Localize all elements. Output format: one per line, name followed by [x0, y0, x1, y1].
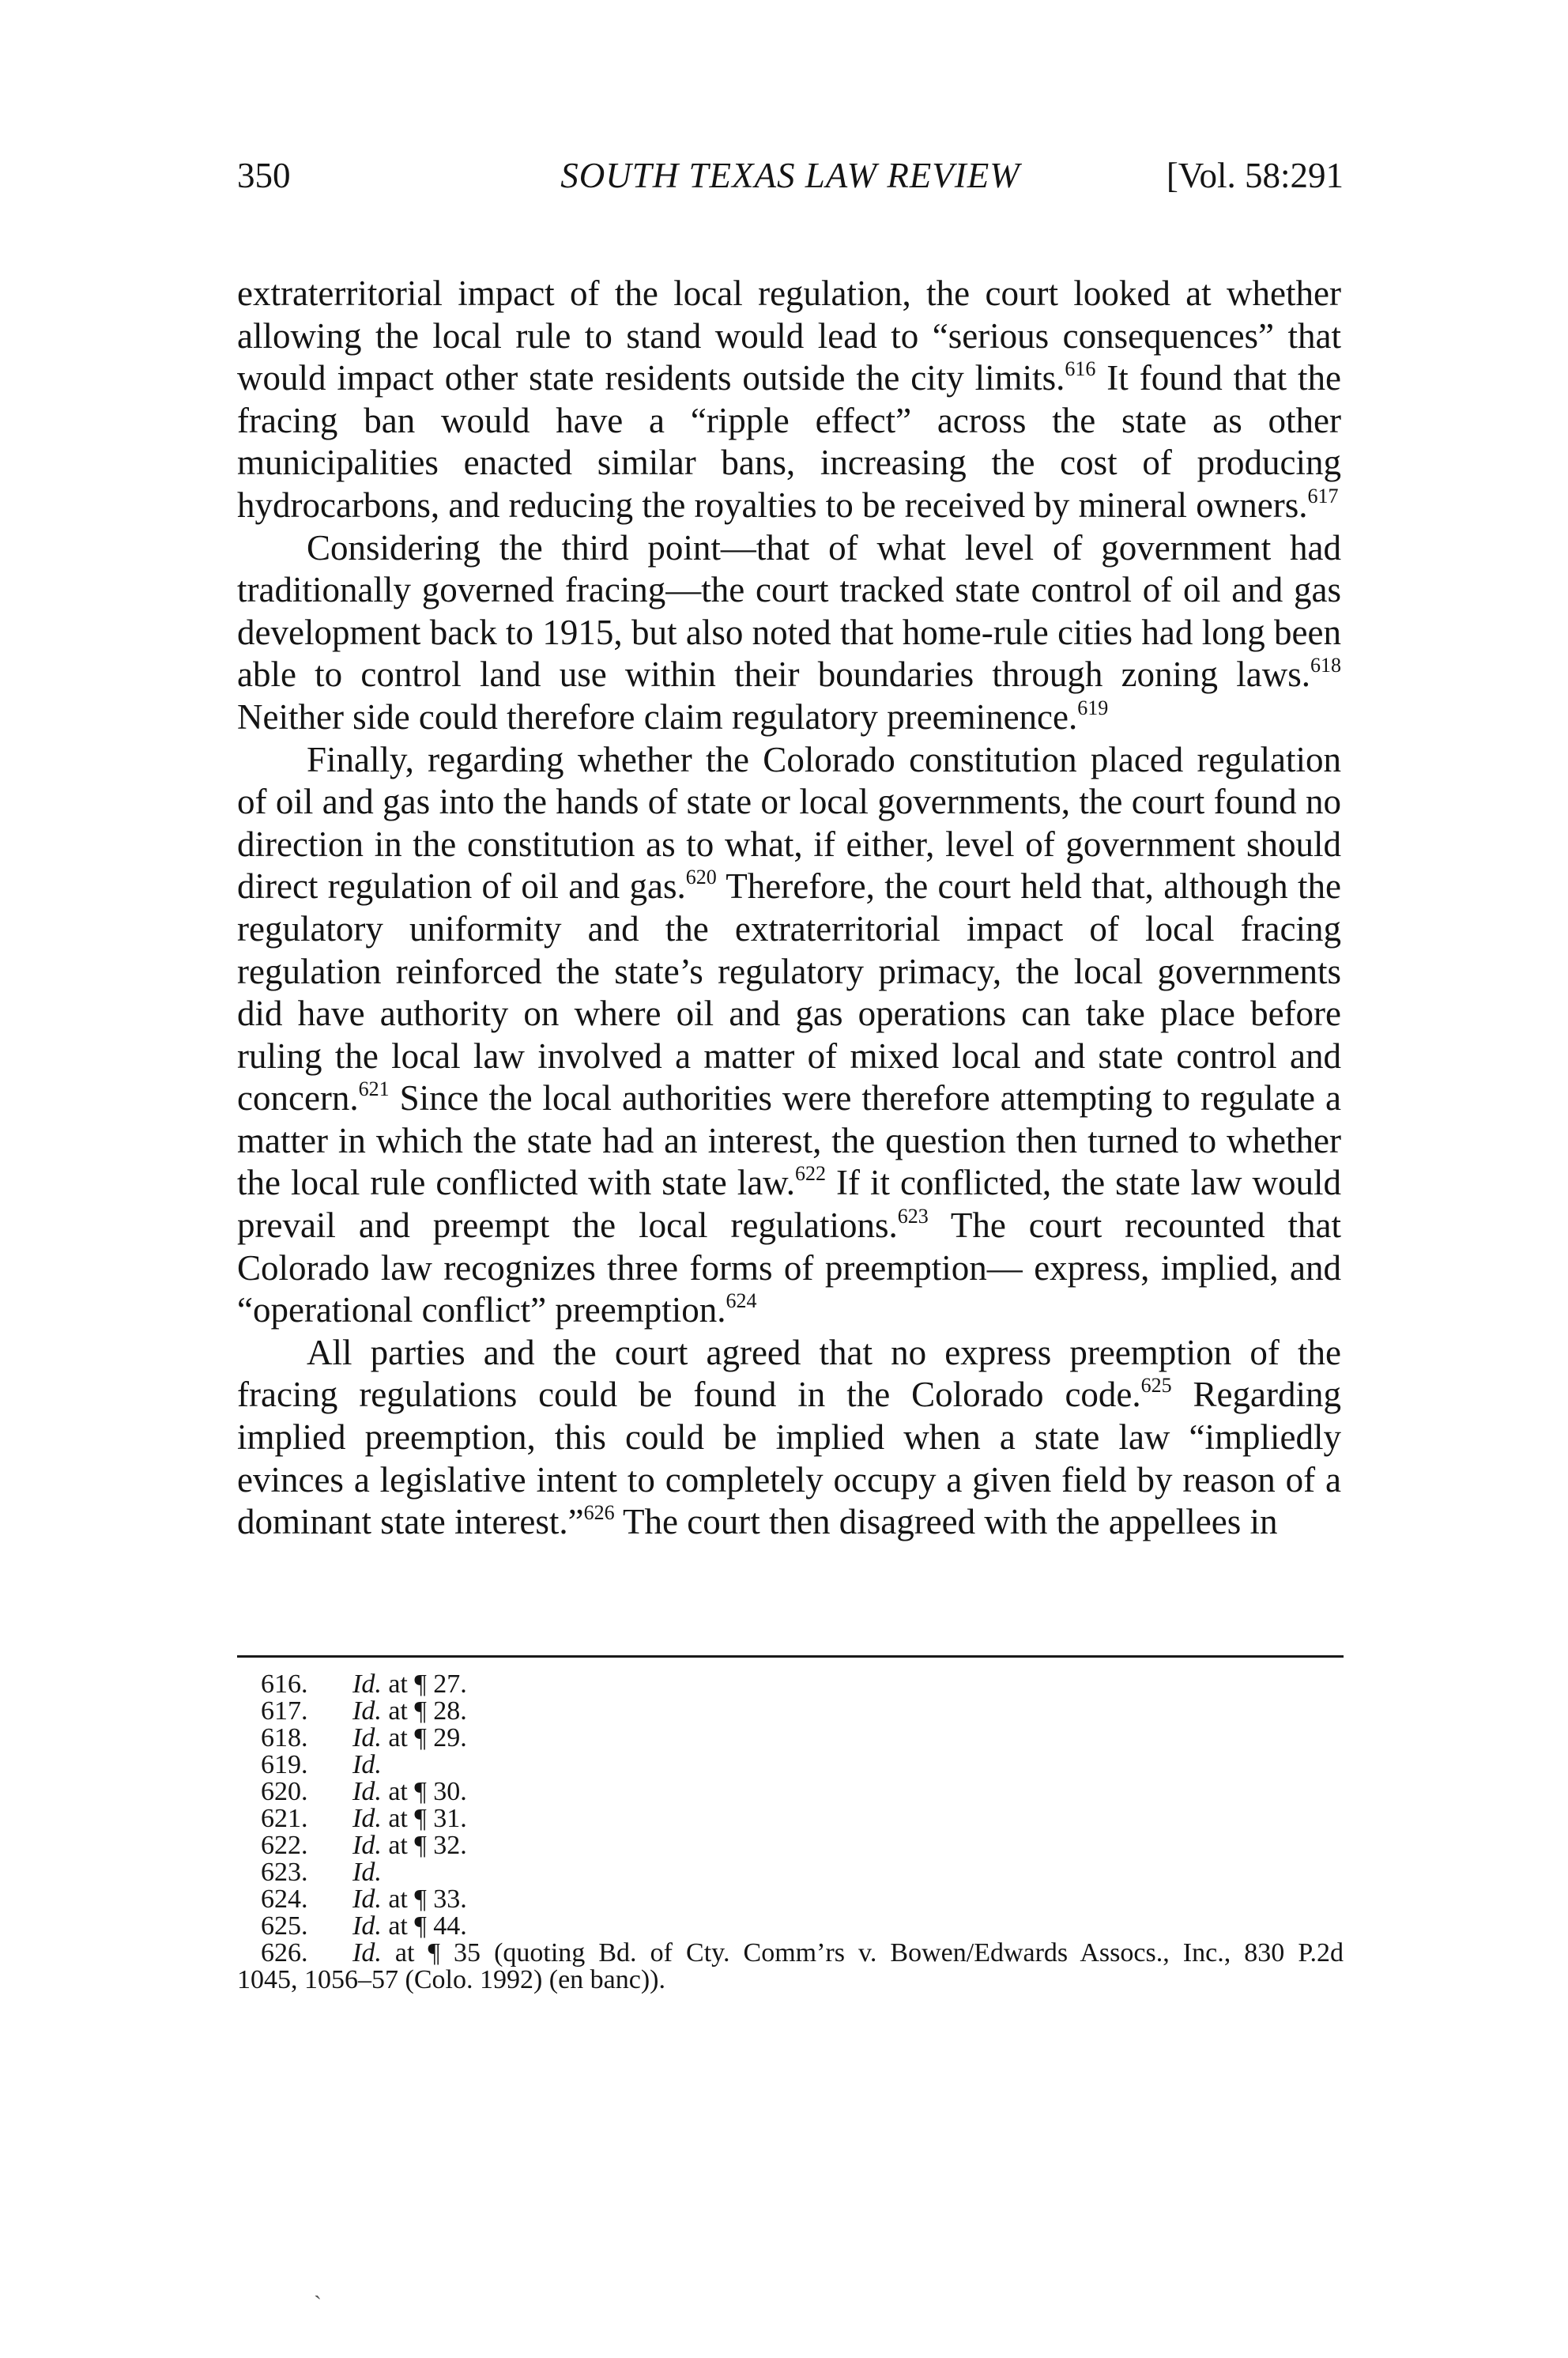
paragraph-4: All parties and the court agreed that no express preemption of the fracing regulations could be found in the Colorado code.$^{625}$ Regarding implied preemption, this could be implied when a state law “impliedly evinces a legislative intent to completely occupy a given field by reason of a dominant state interest.”$^{626}$ The court then disagreed with the appellees in	[237, 1332, 1341, 1542]
footnote-623: 623. Id.	[261, 1858, 382, 1887]
footnote-622: 622. Id. at ¶ 32.	[261, 1831, 467, 1860]
footnote-divider	[237, 1655, 1344, 1658]
paragraph-2: Considering the third point—that of what level of government had traditionally governed fracing—the court tracked state control of oil and gas development back to 1915, but also noted that home-rule cities had long been able to control land use within their boundaries through zoning laws.$^{618}$ Neither side could therefore claim regulatory preeminence.$^{619}$	[237, 527, 1341, 737]
footnote-618: 618. Id. at ¶ 29.	[261, 1723, 467, 1752]
running-header	[237, 155, 1344, 202]
footnote-624: 624. Id. at ¶ 33.	[261, 1885, 467, 1914]
footnote-ref-620[interactable]: 620	[685, 866, 717, 889]
footnote-ref-624[interactable]: 624	[726, 1289, 757, 1313]
footnote-626: 626. Id. at ¶ 35 (quoting Bd. of Cty. Comm’rs v. Bowen/Edwards Assocs., Inc., 830 P.2d 1045, 1056–57 (Colo. 1992) (en banc)).	[237, 1938, 1344, 1994]
footnote-620: 620. Id. at ¶ 30.	[261, 1777, 467, 1806]
footnote-ref-623[interactable]: 623	[897, 1205, 929, 1228]
paragraph-1: extraterritorial impact of the local regulation, the court looked at whether allowing the local rule to stand would lead to “serious consequences” that would impact other state residents outside the city limits.$^{616}$ It found that the fracing ban would have a “ripple effect” across the state as other municipalities enacted similar bans, increasing the cost of producing hydrocarbons, and reducing the royalties to be received by mineral owners.$^{617}$	[237, 274, 1341, 525]
footnote-619: 619. Id.	[261, 1750, 382, 1779]
page-number: 350	[237, 156, 291, 195]
footnote-ref-616[interactable]: 616	[1065, 357, 1096, 381]
footnote-ref-621[interactable]: 621	[358, 1077, 390, 1101]
footnote-ref-618[interactable]: 618	[1310, 654, 1341, 677]
footnote-617: 617. Id. at ¶ 28.	[261, 1696, 467, 1726]
footnote-ref-626[interactable]: 626	[583, 1501, 615, 1525]
footnote-ref-622[interactable]: 622	[795, 1162, 827, 1186]
journal-title: SOUTH TEXAS LAW REVIEW	[560, 156, 1020, 195]
paragraph-3: Finally, regarding whether the Colorado constitution placed regulation of oil and gas into the hands of state or local governments, the court found no direction in the constitution as to what, if either, level of government should direct regulation of oil and gas.$^{620}$ Therefore, the court held that, although the regulatory uniformity and the extraterritorial impact of local fracing regulation reinforced the state’s regulatory primacy, the local governments did have authority on where oil and gas operations can take place before ruling the local law involved a matter of mixed local and state control and concern.$^{621}$ Since the local authorities were therefore attempting to regulate a matter in which the state had an interest, the question then turned to whether the local rule conflicted with state law.$^{622}$ If it conflicted, the state law would prevail and preempt the local regulations.$^{623}$ The court recounted that Colorado law recognizes three forms of preemption— express, implied, and “operational conflict” preemption.$^{624}$	[237, 739, 1341, 1330]
stray-mark: ˎ	[314, 2273, 322, 2300]
footnote-625: 625. Id. at ¶ 44.	[261, 1911, 467, 1941]
main-text	[237, 273, 1341, 1544]
footnote-ref-617[interactable]: 617	[1307, 484, 1339, 507]
volume-citation: [Vol. 58:291	[1166, 156, 1344, 195]
footnote-ref-619[interactable]: 619	[1077, 696, 1109, 719]
footnotes	[237, 1671, 1344, 1994]
footnote-616: 616. Id. at ¶ 27.	[261, 1669, 467, 1699]
footnote-ref-625[interactable]: 625	[1140, 1374, 1172, 1398]
footnote-621: 621. Id. at ¶ 31.	[261, 1804, 467, 1833]
